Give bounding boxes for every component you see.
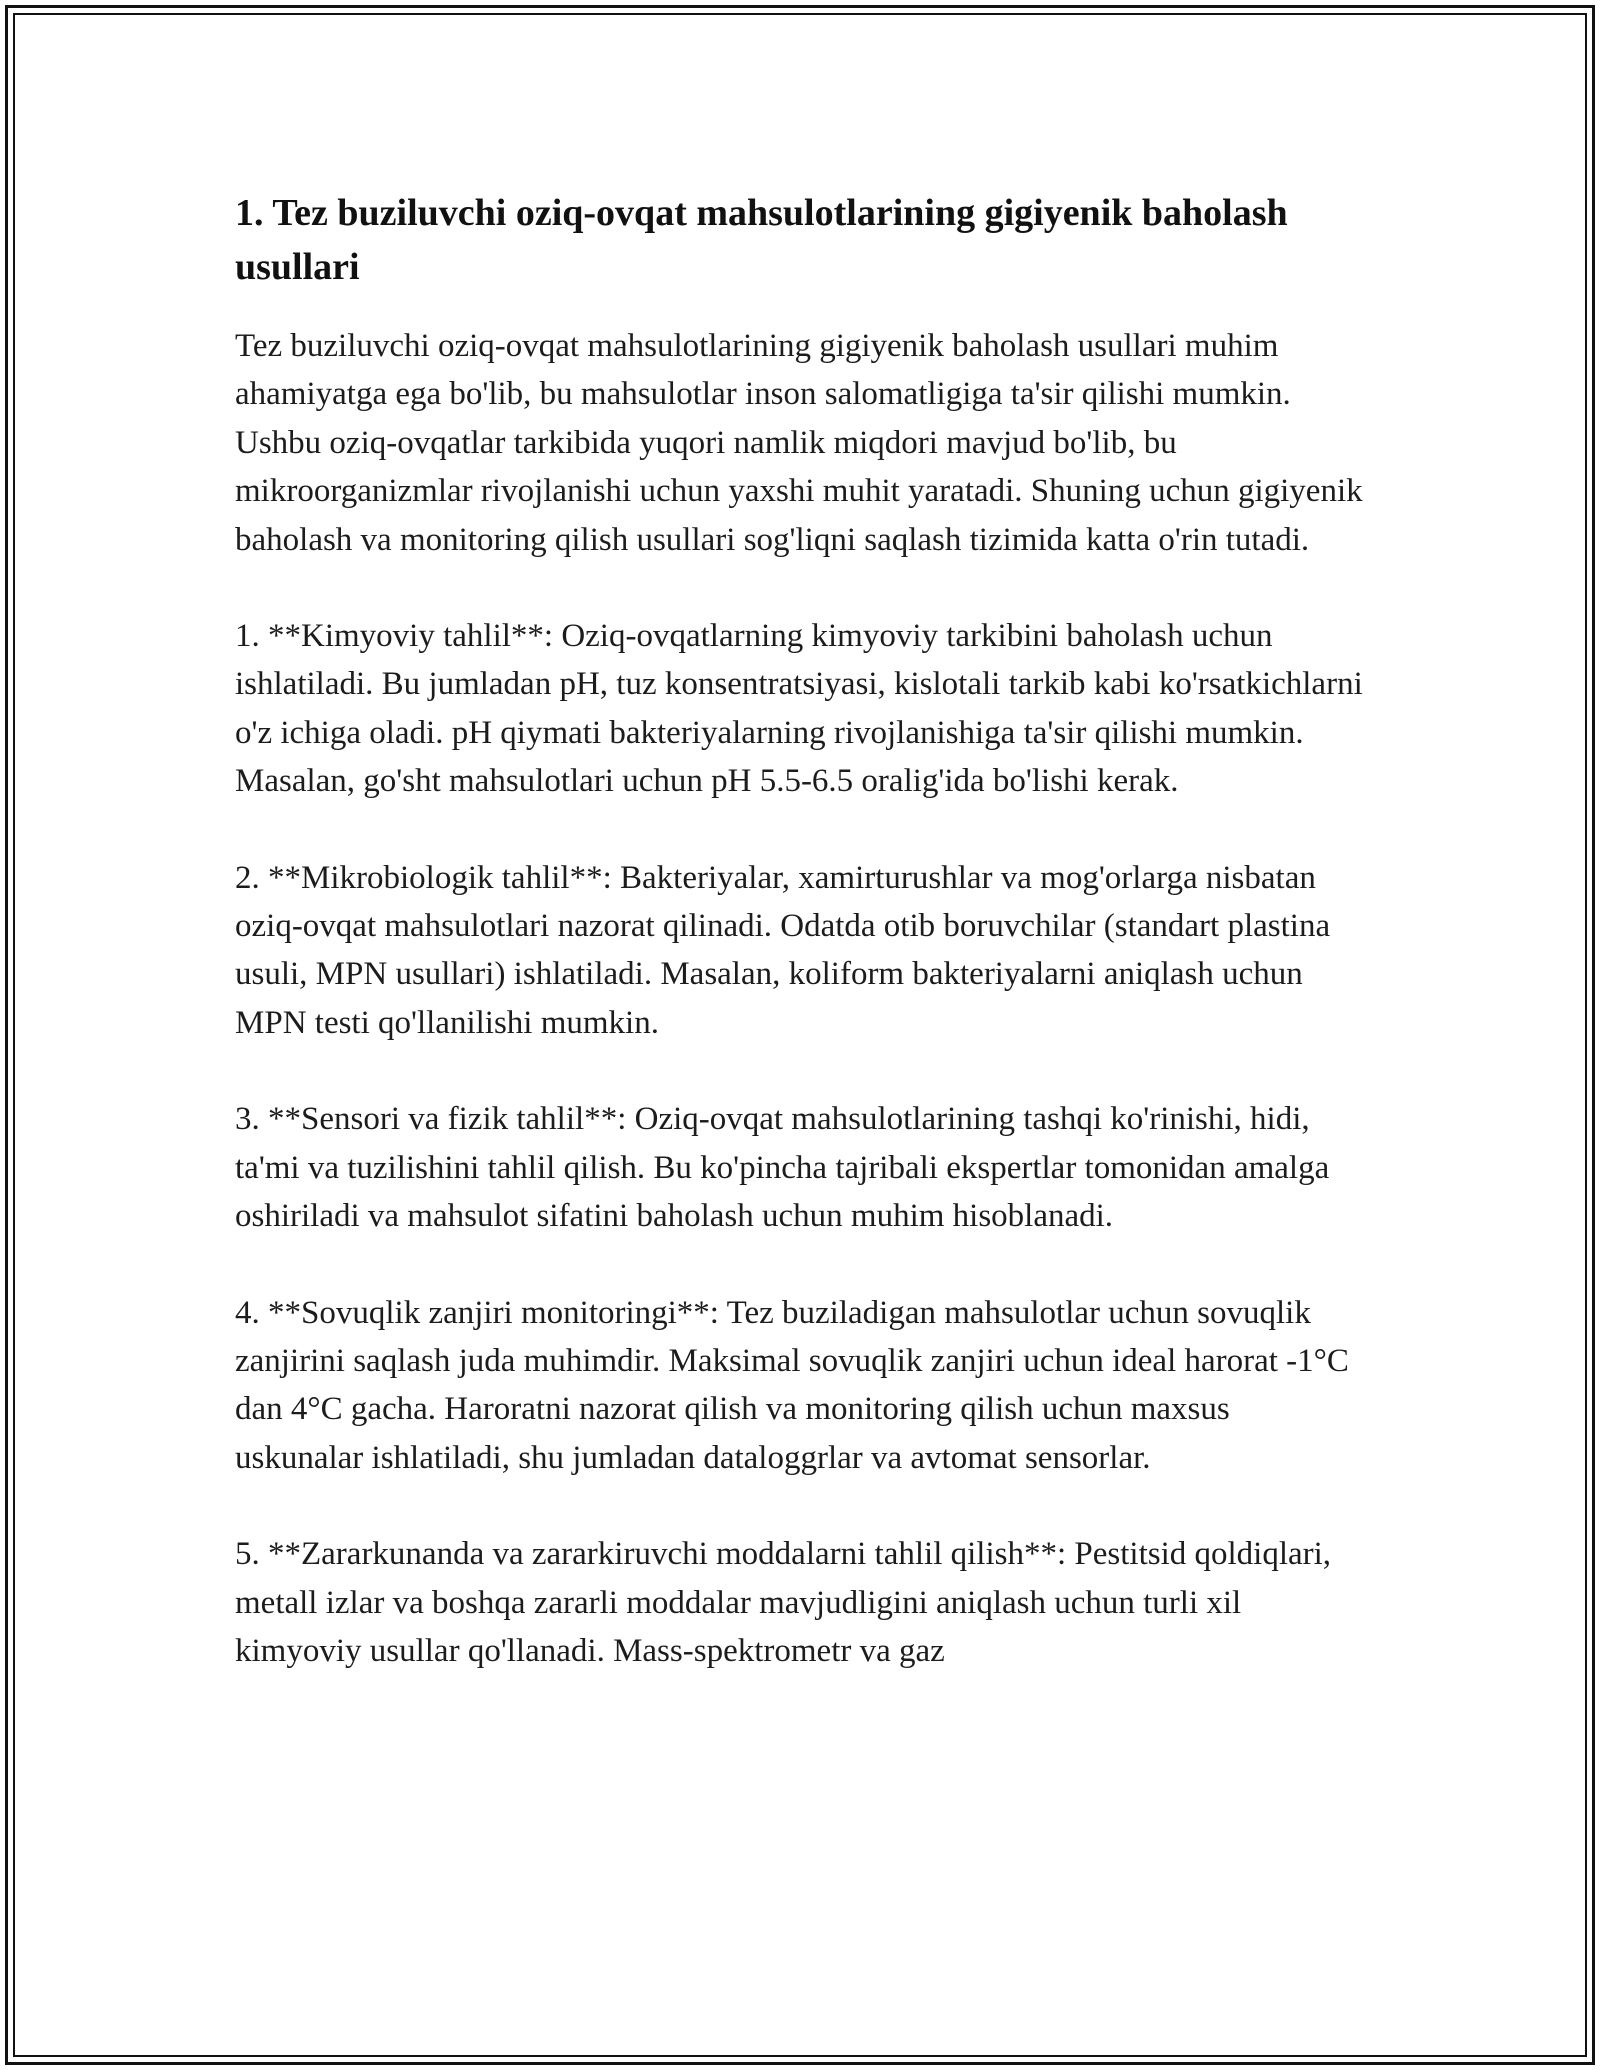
item-cold-chain-monitoring: 4. **Sovuqlik zanjiri monitoringi**: Tez buziladigan mahsulotlar uchun sovuqlik zanjirini saqlash juda muhimdir. Maksimal sovuqlik zanjiri uchun ideal harorat -1°C dan 4°C gacha. Haroratni nazorat qilish va monitoring qilish uchun maxsus uskunalar ishlatiladi, shu jumladan dataloggrlar va avtomat sensorlar. (235, 1294, 1349, 1476)
item-harmful-substances-analysis: 5. **Zararkunanda va zararkiruvchi moddalarni tahlil qilish**: Pestitsid qoldiqlari, metall izlar va boshqa zararli moddalar mavjudligini aniqlash uchun turli xil kimyoviy usullar qo'llanadi. Mass-spektrometr va gaz (235, 1536, 1332, 1669)
document-title: 1. Tez buziluvchi oziq-ovqat mahsulotlarining gigiyenik baholash usullari (235, 192, 1288, 288)
item-microbiological-analysis: 2. **Mikrobiologik tahlil**: Bakteriyalar, xamirturushlar va mog'orlarga nisbatan oziq-ovqat mahsulotlari nazorat qilinadi. Odatda otib boruvchilar (standart plastina usuli, MPN usullari) ishlatiladi. Masalan, koliform bakteriyalarni aniqlash uchun MPN testi qo'llanilishi mumkin. (235, 859, 1331, 1041)
item-sensory-physical-analysis: 3. **Sensori va fizik tahlil**: Oziq-ovqat mahsulotlarining tashqi ko'rinishi, hidi, ta'mi va tuzilishini tahlil qilish. Bu ko'pincha tajribali ekspertlar tomonidan amalga oshiriladi va mahsulot sifatini baholash uchun muhim hisoblanadi. (235, 1101, 1330, 1235)
item-chemical-analysis: 1. **Kimyoviy tahlil**: Oziq-ovqatlarning kimyoviy tarkibini baholash uchun ishlatiladi. Bu jumladan pH, tuz konsentratsiyasi, kislotali tarkib kabi ko'rsatkichlarni o'z ichiga oladi. pH qiymati bakteriyalarning rivojlanishiga ta'sir qilishi mumkin. Masalan, go'sht mahsulotlari uchun pH 5.5-6.5 oralig'ida bo'lishi kerak. (235, 618, 1363, 800)
document-body (235, 186, 1365, 1723)
intro-paragraph: Tez buziluvchi oziq-ovqat mahsulotlarining gigiyenik baholash usullari muhim ahamiyatga ega bo'lib, bu mahsulotlar inson salomatligiga ta'sir qilishi mumkin. Ushbu oziq-ovqatlar tarkibida yuqori namlik miqdori mavjud bo'lib, bu mikroorganizmlar rivojlanishi uchun yaxshi muhit yaratadi. Shuning uchun gigiyenik baholash va monitoring qilish usullari sog'liqni saqlash tizimida katta o'rin tutadi. (235, 328, 1363, 558)
